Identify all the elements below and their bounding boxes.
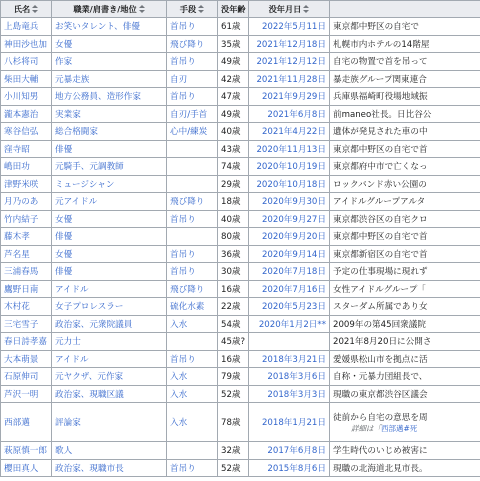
table-row	[1, 70, 480, 88]
cell-age: 16歳	[218, 280, 249, 298]
cell-means[interactable]: 飛び降り	[167, 280, 218, 298]
note-text: 2021年8月20日に公開さ	[333, 337, 432, 348]
cell-note	[330, 263, 480, 281]
cell-name[interactable]: 津野米咲	[1, 175, 52, 193]
cell-note	[330, 105, 480, 123]
cell-note	[330, 315, 480, 333]
cell-age: 43歳	[218, 140, 249, 158]
note-text: 徒前から自宅の意思を周	[333, 412, 428, 423]
cell-note	[330, 403, 480, 442]
cell-name[interactable]: 石原伸司	[1, 368, 52, 386]
cell-means[interactable]: 首吊り	[167, 18, 218, 36]
cell-date[interactable]: 2017年6月8日	[249, 442, 330, 460]
cell-occupation[interactable]: 元騎手、元調教師	[52, 158, 167, 176]
header-age[interactable]: 没年齢	[218, 1, 249, 18]
cell-age: 52歳	[218, 385, 249, 403]
cell-name[interactable]: 櫻田真人	[1, 459, 52, 477]
cell-note	[330, 140, 480, 158]
cell-name[interactable]: 窪寺昭	[1, 140, 52, 158]
cell-means[interactable]: 自刃/手首	[167, 105, 218, 123]
note-text: 愛媛県松山市を拠点に活	[333, 354, 428, 365]
cell-means[interactable]: 飛び降り	[167, 193, 218, 211]
note-text: 前maneo社長。日比谷公	[333, 109, 432, 120]
note-text: 東京都中野区の自宅で	[333, 22, 419, 33]
cell-name[interactable]: 嶋田功	[1, 158, 52, 176]
cell-means[interactable]: 入水	[167, 403, 218, 442]
cell-means[interactable]: 首吊り	[167, 263, 218, 281]
note-text: スターダム所属であり女	[333, 302, 428, 313]
cell-occupation[interactable]: 政治家、現職市長	[52, 459, 167, 477]
cell-date[interactable]: 2020年9月20日	[249, 228, 330, 246]
cell-note	[330, 350, 480, 368]
cell-name[interactable]: 萩原慎一郎	[1, 442, 52, 460]
cell-note	[330, 123, 480, 141]
note-text: 東京都中野区の自宅で首	[333, 144, 428, 155]
table-row	[1, 18, 480, 36]
note-text: ロックバンド赤い公園の	[333, 179, 427, 190]
cell-occupation[interactable]: 女子プロレスラー	[52, 298, 167, 316]
cell-note	[330, 18, 480, 36]
table-row	[1, 333, 480, 351]
cell-date[interactable]: 2021年12月18日	[249, 35, 330, 53]
cell-date[interactable]: 2020年5月23日	[249, 298, 330, 316]
table-row	[1, 210, 480, 228]
cell-note	[330, 88, 480, 106]
cell-note	[330, 193, 480, 211]
header-notes	[330, 1, 480, 18]
cell-date[interactable]: 2020年9月27日	[249, 210, 330, 228]
cell-note	[330, 158, 480, 176]
table-row	[1, 123, 480, 141]
cell-name[interactable]: 芦名星	[1, 245, 52, 263]
cell-occupation[interactable]: 歌人	[52, 442, 167, 460]
cell-means	[167, 442, 218, 460]
table-row	[1, 298, 480, 316]
table-row	[1, 263, 480, 281]
note-text: 学生時代のいじめ被害に	[333, 446, 428, 457]
table-row	[1, 175, 480, 193]
cell-age: 45歳?	[218, 333, 249, 351]
note-detail	[333, 423, 480, 434]
cell-means[interactable]: 入水	[167, 385, 218, 403]
cell-occupation[interactable]: 女優	[52, 210, 167, 228]
cell-date[interactable]: 2021年9月29日	[249, 88, 330, 106]
note-text: 予定の仕事現場に現れず	[333, 267, 428, 278]
note-detail-prefix: 詳細は「	[351, 423, 381, 433]
cell-note	[330, 70, 480, 88]
note-text: 自称・元暴力団組長で、	[333, 372, 428, 383]
note-text: アイドルグループアルタ	[333, 197, 426, 208]
note-detail-link[interactable]: 西部邁#死	[381, 423, 418, 433]
cell-age: 78歳	[218, 403, 249, 442]
header-occupation[interactable]: 職業/肩書き/地位	[52, 1, 167, 18]
table-row	[1, 228, 480, 246]
cell-date[interactable]: 2018年1月21日	[249, 403, 330, 442]
cell-name[interactable]: 八杉将司	[1, 53, 52, 71]
table-row	[1, 245, 480, 263]
sort-icon[interactable]	[198, 5, 204, 13]
cell-name[interactable]: 西部邁	[1, 403, 52, 442]
cell-occupation[interactable]: 俳優	[52, 228, 167, 246]
note-text: 2009年の第45回衆議院	[333, 319, 426, 330]
cell-occupation[interactable]: アイドル	[52, 280, 167, 298]
cell-note	[330, 53, 480, 71]
cell-age: 36歳	[218, 245, 249, 263]
cell-note	[330, 175, 480, 193]
note-text: 東京都中野区の自宅で首	[333, 232, 428, 243]
cell-name[interactable]: 木村花	[1, 298, 52, 316]
cell-date	[249, 333, 330, 351]
table-row	[1, 459, 480, 477]
cell-age: 40歳	[218, 210, 249, 228]
cell-means	[167, 140, 218, 158]
cell-means[interactable]: 自刃	[167, 70, 218, 88]
cell-name[interactable]: 上島竜兵	[1, 18, 52, 36]
cell-note	[330, 210, 480, 228]
table-row	[1, 280, 480, 298]
note-text: 現職の北海道北見市長。	[333, 463, 428, 474]
cell-name[interactable]: 寒谷信弘	[1, 123, 52, 141]
cell-note	[330, 385, 480, 403]
header-means[interactable]: 手段	[167, 1, 218, 18]
table-row	[1, 193, 480, 211]
cell-name[interactable]: 柴田大輔	[1, 70, 52, 88]
table-row	[1, 158, 480, 176]
sort-icon[interactable]	[139, 5, 145, 13]
cell-age: 52歳	[218, 459, 249, 477]
table-row	[1, 350, 480, 368]
cell-date[interactable]: 2020年10月18日	[249, 175, 330, 193]
note-text: 暴走族グループ関東連合	[333, 74, 427, 85]
table-row	[1, 442, 480, 460]
cell-age: 32歳	[218, 442, 249, 460]
cell-occupation[interactable]: 元力士	[52, 333, 167, 351]
cell-date[interactable]: 2020年1月2日**	[249, 315, 330, 333]
cell-name[interactable]: 鷹野日南	[1, 280, 52, 298]
cell-occupation[interactable]: 作家	[52, 53, 167, 71]
note-text: 兵庫県福崎町役場地域振	[333, 92, 428, 103]
cell-age: 80歳	[218, 228, 249, 246]
cell-name[interactable]: 小川知男	[1, 88, 52, 106]
cell-occupation[interactable]: ミュージシャン	[52, 175, 167, 193]
cell-note	[330, 298, 480, 316]
cell-occupation[interactable]: お笑いタレント、俳優	[52, 18, 167, 36]
table-row	[1, 368, 480, 386]
sort-icon[interactable]	[303, 5, 309, 13]
note-text: 札幌市内ホテルの14階屋	[333, 39, 430, 50]
cell-age: 49歳	[218, 105, 249, 123]
cell-age: 49歳	[218, 53, 249, 71]
cell-name[interactable]: 三宅雪子	[1, 315, 52, 333]
cell-note	[330, 333, 480, 351]
cell-occupation[interactable]: 俳優	[52, 263, 167, 281]
cell-age: 61歳	[218, 18, 249, 36]
cell-age: 35歳	[218, 35, 249, 53]
cell-age: 18歳	[218, 193, 249, 211]
cell-means	[167, 158, 218, 176]
cell-means[interactable]: 首吊り	[167, 459, 218, 477]
cell-date[interactable]: 2020年9月30日	[249, 193, 330, 211]
cell-means[interactable]: 硫化水素	[167, 298, 218, 316]
cell-note	[330, 368, 480, 386]
cell-means	[167, 228, 218, 246]
note-text: 遺体が発見された車の中	[333, 127, 428, 138]
cell-age: 40歳	[218, 123, 249, 141]
cell-means[interactable]: 首吊り	[167, 350, 218, 368]
cell-occupation[interactable]: 実業家	[52, 105, 167, 123]
cell-age: 29歳	[218, 175, 249, 193]
cell-name[interactable]: 芦沢一明	[1, 385, 52, 403]
cell-date[interactable]: 2021年4月22日	[249, 123, 330, 141]
cell-means[interactable]: 飛び降り	[167, 35, 218, 53]
cell-occupation[interactable]: 女優	[52, 245, 167, 263]
table-row	[1, 403, 480, 442]
header-name[interactable]: 氏名	[1, 1, 52, 18]
cell-note	[330, 459, 480, 477]
note-text: 東京都渋谷区の自宅クロ	[333, 214, 428, 225]
table-row	[1, 35, 480, 53]
cell-occupation[interactable]: 元ヤクザ、元作家	[52, 368, 167, 386]
cell-name[interactable]: 月乃のあ	[1, 193, 52, 211]
table-row	[1, 140, 480, 158]
cell-age: 30歳	[218, 263, 249, 281]
cell-date[interactable]: 2020年7月16日	[249, 280, 330, 298]
cell-name[interactable]: 藤木孝	[1, 228, 52, 246]
cell-note	[330, 442, 480, 460]
cell-date[interactable]: 2020年11月13日	[249, 140, 330, 158]
cell-occupation[interactable]: 女優	[52, 35, 167, 53]
cell-date[interactable]: 2015年8月6日	[249, 459, 330, 477]
table-header-row	[1, 1, 480, 18]
cell-note	[330, 228, 480, 246]
cell-date[interactable]: 2020年10月19日	[249, 158, 330, 176]
cell-means[interactable]: 首吊り	[167, 88, 218, 106]
note-text: 自宅の物置で首を吊って	[333, 57, 428, 68]
cell-age: 42歳	[218, 70, 249, 88]
cell-occupation[interactable]: 総合格闘家	[52, 123, 167, 141]
cell-name[interactable]: 春日詩孝嘉	[1, 333, 52, 351]
cell-age: 79歳	[218, 368, 249, 386]
cell-note	[330, 280, 480, 298]
table-row	[1, 385, 480, 403]
cell-date[interactable]: 2020年7月18日	[249, 263, 330, 281]
table-row	[1, 53, 480, 71]
cell-occupation[interactable]: 地方公務員、造形作家	[52, 88, 167, 106]
table-row	[1, 88, 480, 106]
note-text: 女性アイドルグループ「	[333, 284, 426, 295]
cell-occupation[interactable]: 評論家	[52, 403, 167, 442]
cell-occupation[interactable]: 俳優	[52, 140, 167, 158]
cell-date[interactable]: 2018年3月3日	[249, 385, 330, 403]
cell-date[interactable]: 2018年3月6日	[249, 368, 330, 386]
cell-date[interactable]: 2021年11月28日	[249, 70, 330, 88]
cell-date[interactable]: 2022年5月11日	[249, 18, 330, 36]
cell-note	[330, 35, 480, 53]
cell-age: 22歳	[218, 298, 249, 316]
cell-name[interactable]: 大本萌景	[1, 350, 52, 368]
cell-means[interactable]: 首吊り	[167, 245, 218, 263]
table-row	[1, 105, 480, 123]
cell-means[interactable]: 入水	[167, 315, 218, 333]
cell-date[interactable]: 2021年6月8日	[249, 105, 330, 123]
cell-occupation[interactable]: 政治家、現職区議	[52, 385, 167, 403]
cell-means	[167, 175, 218, 193]
cell-occupation[interactable]: 政治家、元衆院議員	[52, 315, 167, 333]
cell-name[interactable]: 竹内結子	[1, 210, 52, 228]
cell-age: 47歳	[218, 88, 249, 106]
cell-means[interactable]: 首吊り	[167, 210, 218, 228]
cell-means[interactable]: 心中/練炭	[167, 123, 218, 141]
cell-name[interactable]: 三浦春馬	[1, 263, 52, 281]
cell-occupation[interactable]: 元アイドル	[52, 193, 167, 211]
cell-means	[167, 333, 218, 351]
note-text: 現職の東京都渋谷区議会	[333, 389, 428, 400]
cell-means[interactable]: 入水	[167, 368, 218, 386]
cell-age: 16歳	[218, 350, 249, 368]
sort-icon[interactable]	[32, 5, 38, 13]
cell-name[interactable]: 神田沙也加	[1, 35, 52, 53]
cell-date[interactable]: 2021年12月12日	[249, 53, 330, 71]
cell-age: 54歳	[218, 315, 249, 333]
note-text: 東京都府中市で亡くなっ	[333, 162, 428, 173]
cell-date[interactable]: 2018年3月21日	[249, 350, 330, 368]
cell-occupation[interactable]: 元暴走族	[52, 70, 167, 88]
cell-note	[330, 245, 480, 263]
note-text: 東京都新宿区の自宅で首	[333, 249, 428, 260]
cell-name[interactable]: 瀧本憲治	[1, 105, 52, 123]
cell-means[interactable]: 首吊り	[167, 53, 218, 71]
cell-age: 74歳	[218, 158, 249, 176]
cell-occupation[interactable]: アイドル	[52, 350, 167, 368]
header-date[interactable]: 没年月日	[249, 1, 330, 18]
cell-date[interactable]: 2020年9月14日	[249, 245, 330, 263]
table-row	[1, 315, 480, 333]
